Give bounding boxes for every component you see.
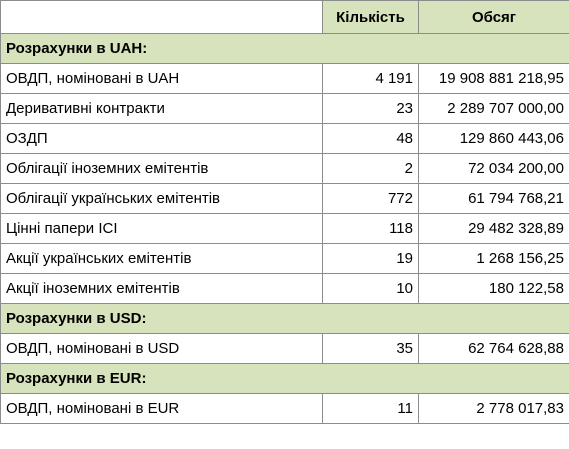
table-header-row (1, 1, 569, 34)
deal-volume: 2 778 017,83 (419, 394, 569, 424)
deal-count: 11 (323, 394, 419, 424)
table-row (1, 64, 569, 94)
deal-count: 2 (323, 154, 419, 184)
table-row (1, 244, 569, 274)
table-row (1, 94, 569, 124)
header-blank-cell (1, 1, 323, 34)
instrument-name: Облігації українських емітентів (1, 184, 323, 214)
deal-count: 23 (323, 94, 419, 124)
instrument-name: Цінні папери ІСІ (1, 214, 323, 244)
table-row (1, 124, 569, 154)
deal-volume: 72 034 200,00 (419, 154, 569, 184)
instrument-name: Акції українських емітентів (1, 244, 323, 274)
table-row (1, 394, 569, 424)
section-title: Розрахунки в USD: (1, 304, 569, 334)
section-row-uah (1, 34, 569, 64)
instrument-name: Деривативні контракти (1, 94, 323, 124)
table-row (1, 334, 569, 364)
deal-volume: 29 482 328,89 (419, 214, 569, 244)
section-title: Розрахунки в UAH: (1, 34, 569, 64)
table-row (1, 184, 569, 214)
deal-count: 4 191 (323, 64, 419, 94)
deal-volume: 1 268 156,25 (419, 244, 569, 274)
instrument-name: ОВДП, номіновані в UAH (1, 64, 323, 94)
deal-volume: 19 908 881 218,95 (419, 64, 569, 94)
instrument-name: Облігації іноземних емітентів (1, 154, 323, 184)
deal-count: 19 (323, 244, 419, 274)
instrument-name: Акції іноземних емітентів (1, 274, 323, 304)
deal-count: 10 (323, 274, 419, 304)
table-row (1, 214, 569, 244)
deal-volume: 129 860 443,06 (419, 124, 569, 154)
deal-volume: 62 764 628,88 (419, 334, 569, 364)
header-volume: Обсяг (419, 1, 569, 34)
table-row (1, 274, 569, 304)
deal-count: 48 (323, 124, 419, 154)
instrument-name: ОЗДП (1, 124, 323, 154)
header-count: Кількість (323, 1, 419, 34)
section-row-eur (1, 364, 569, 394)
deal-count: 772 (323, 184, 419, 214)
instrument-name: ОВДП, номіновані в USD (1, 334, 323, 364)
deal-volume: 180 122,58 (419, 274, 569, 304)
deal-volume: 2 289 707 000,00 (419, 94, 569, 124)
deal-volume: 61 794 768,21 (419, 184, 569, 214)
section-title: Розрахунки в EUR: (1, 364, 569, 394)
deal-count: 35 (323, 334, 419, 364)
section-row-usd (1, 304, 569, 334)
deal-count: 118 (323, 214, 419, 244)
instrument-name: ОВДП, номіновані в EUR (1, 394, 323, 424)
table-row (1, 154, 569, 184)
